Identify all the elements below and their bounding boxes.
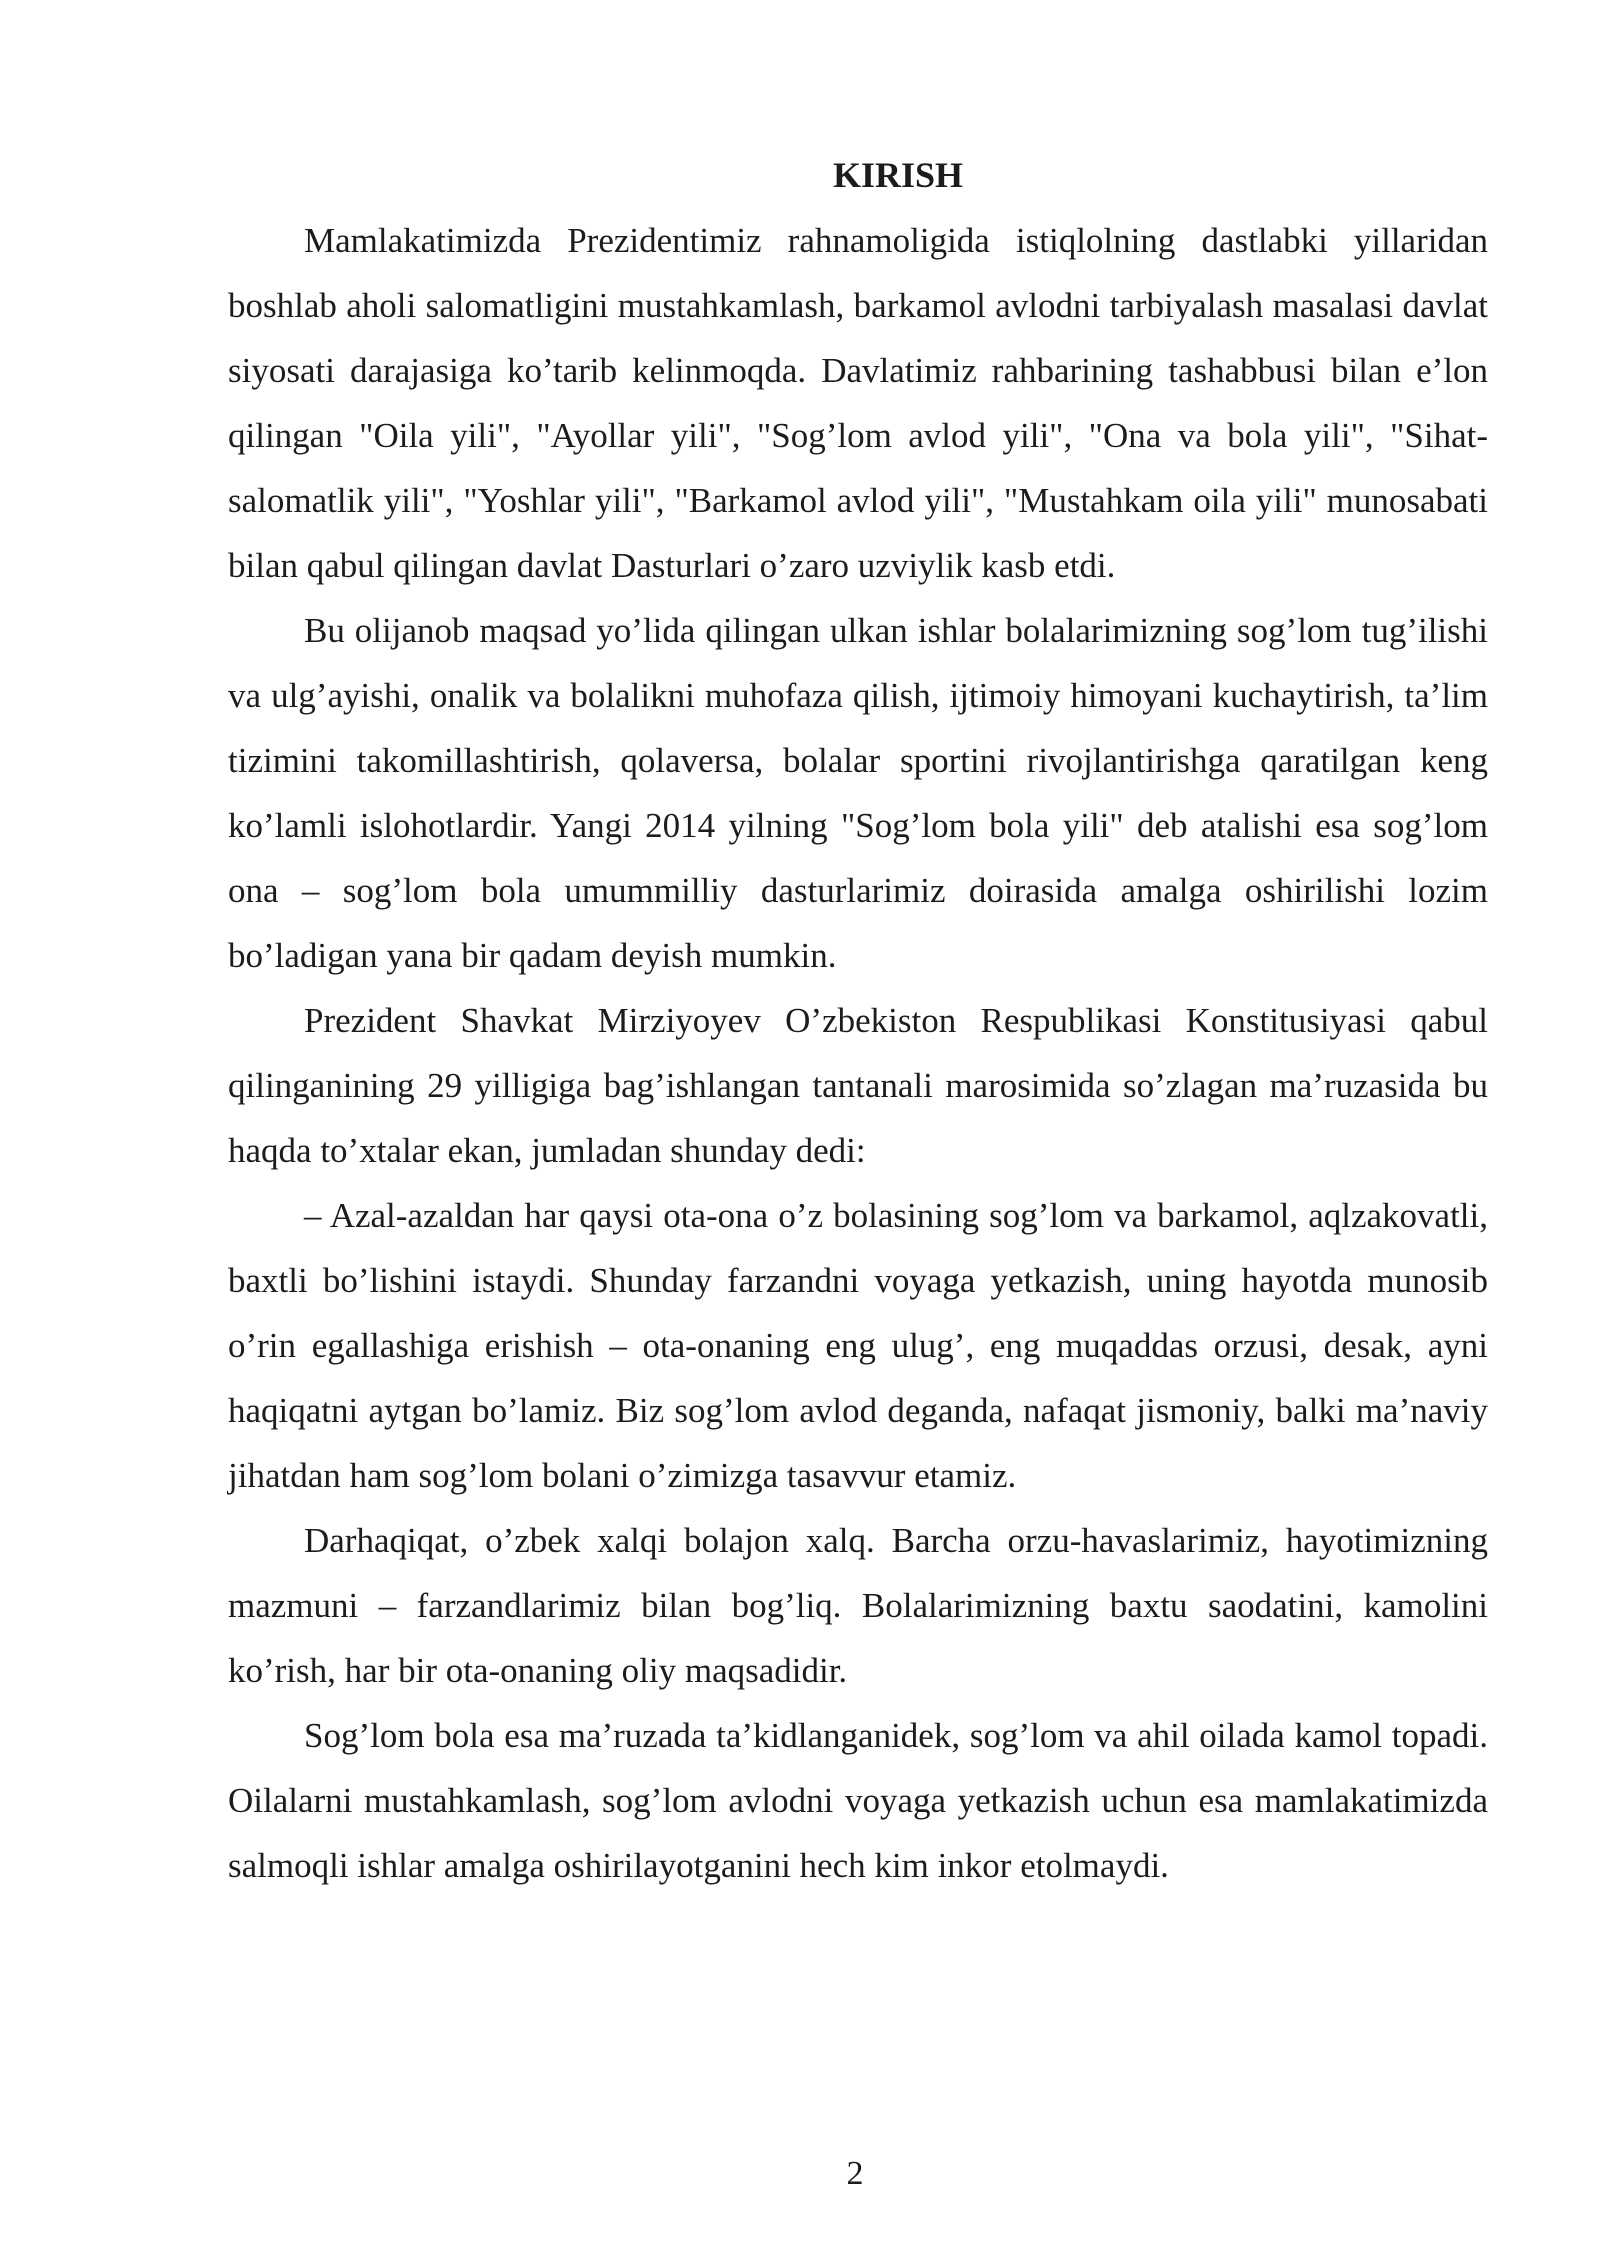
body-text <box>228 208 1488 1898</box>
paragraph-1: Mamlakatimizda Prezidentimiz rahnamoligida istiqlolning dastlabki yillaridan boshlab aholi salomatligini mustahkamlash, barkamol avlodni tarbiyalash masalasi davlat siyosati darajasiga ko’tarib kelinmoqda. Davlatimiz rahbarining tashabbusi bilan e’lon qilingan "Oila yili", "Ayollar yili", "Sog’lom avlod yili", "Ona va bola yili", "Sihat-salomatlik yili", "Yoshlar yili", "Barkamol avlod yili", "Mustahkam oila yili" munosabati bilan qabul qilingan davlat Dasturlari o’zaro uzviylik kasb etdi. <box>228 221 1488 585</box>
paragraph-2: Bu olijanob maqsad yo’lida qilingan ulkan ishlar bolalarimizning sog’lom tug’ilishi va ulg’ayishi, onalik va bolalikni muhofaza qilish, ijtimoiy himoyani kuchaytirish, ta’lim tizimini takomillashtirish, qolaversa, bolalar sportini rivojlantirishga qaratilgan keng ko’lamli islohotlardir. Yangi 2014 yilning "Sog’lom bola yili" deb atalishi esa sog’lom ona – sog’lom bola umummilliy dasturlarimiz doirasida amalga oshirilishi lozim bo’ladigan yana bir qadam deyish mumkin. <box>228 611 1488 975</box>
paragraph-4-quote: – Azal-azaldan har qaysi ota-ona o’z bolasining sog’lom va barkamol, aqlzakovatli, baxtli bo’lishini istaydi. Shunday farzandni voyaga yetkazish, uning hayotda munosib o’rin egallashiga erishish – ota-onaning eng ulug’, eng muqaddas orzusi, desak, ayni haqiqatni aytgan bo’lamiz. Biz sog’lom avlod deganda, nafaqat jismoniy, balki ma’naviy jihatdan ham sog’lom bolani o’zimizga tasavvur etamiz. <box>228 1196 1488 1495</box>
section-heading: KIRISH <box>832 155 964 195</box>
paragraph-6: Sog’lom bola esa ma’ruzada ta’kidlanganidek, sog’lom va ahil oilada kamol topadi. Oilalarni mustahkamlash, sog’lom avlodni voyaga yetkazish uchun esa mamlakatimizda salmoqli ishlar amalga oshirilayotganini hech kim inkor etolmaydi. <box>228 1716 1488 1885</box>
paragraph-3: Prezident Shavkat Mirziyoyev O’zbekiston Respublikasi Konstitusiyasi qabul qilinganining 29 yilligiga bag’ishlangan tantanali marosimida so’zlagan ma’ruzasida bu haqda to’xtalar ekan, jumladan shunday dedi: <box>228 1001 1488 1170</box>
paragraph-5: Darhaqiqat, o’zbek xalqi bolajon xalq. Barcha orzu-havaslarimiz, hayotimizning mazmuni – farzandlarimiz bilan bog’liq. Bolalarimizning baxtu saodatini, kamolini ko’rish, har bir ota-onaning oliy maqsadidir. <box>228 1521 1488 1690</box>
page-number: 2 <box>846 2155 864 2192</box>
